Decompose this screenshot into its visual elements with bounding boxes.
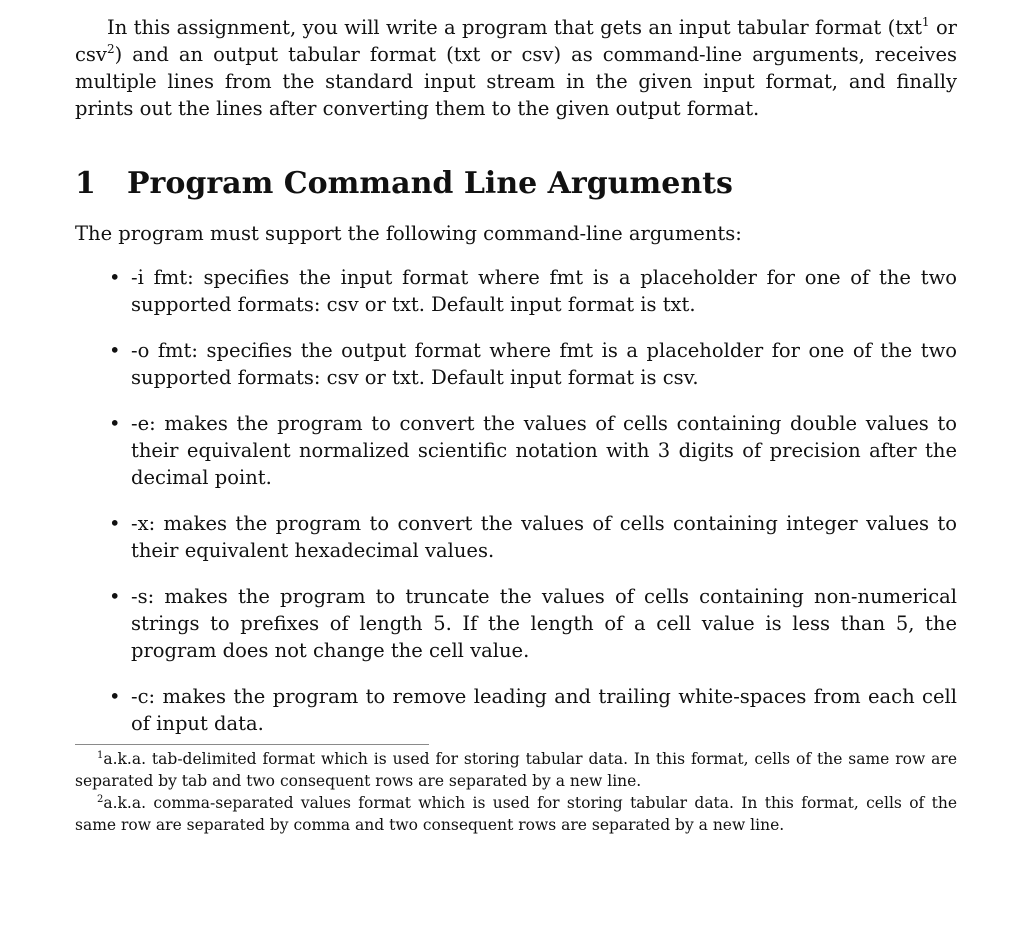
intro-text-part-3: ) and an output tabular format (txt or csv) as command-line arguments, receives multiple lines from the standard input stream in the given input format, and finally prints out the lines after converting them to the given output format. [75, 43, 957, 120]
bullet-icon: • [109, 585, 121, 608]
section-heading [75, 166, 957, 202]
list-item-text: -o fmt: specifies the output format where fmt is a placeholder for one of the two supported formats: csv or txt. Default input format is csv. [131, 339, 957, 389]
list-item-arg-i [75, 264, 957, 318]
list-item-text: -s: makes the program to truncate the values of cells containing non-numerical strings to prefixes of length 5. If the length of a cell value is less than 5, the program does not change the cell value. [131, 585, 957, 662]
section-lead-text: The program must support the following command-line arguments: [75, 222, 742, 245]
footnote-ref-2: 2 [106, 42, 115, 56]
footnotes [75, 745, 957, 836]
bullet-icon: • [109, 512, 121, 535]
footnote-marker-1: 1 [97, 750, 104, 761]
intro-text-part-2: or csv [75, 16, 957, 66]
argument-list [75, 264, 957, 737]
list-item-arg-c [75, 683, 957, 737]
list-item-arg-x [75, 510, 957, 564]
intro-text-part-1: In this assignment, you will write a program that gets an input tabular format (txt [107, 16, 922, 39]
list-item-text: -e: makes the program to convert the values of cells containing double values to their equivalent normalized scientific notation with 3 digits of precision after the decimal point. [131, 412, 957, 489]
section-title: Program Command Line Arguments [127, 166, 733, 201]
list-item-arg-o [75, 337, 957, 391]
intro-paragraph [75, 14, 957, 122]
list-item-arg-s [75, 583, 957, 664]
footnote-1 [75, 748, 957, 792]
bullet-icon: • [109, 412, 121, 435]
list-item-text: -c: makes the program to remove leading and trailing white-spaces from each cell of input data. [131, 685, 957, 735]
footnote-text-2: a.k.a. comma-separated values format which is used for storing tabular data. In this format, cells of the same row are separated by comma and two consequent rows are separated by a new line. [75, 794, 957, 834]
footnote-ref-1: 1 [921, 15, 930, 29]
document-body [75, 14, 957, 836]
list-item-arg-e [75, 410, 957, 491]
bullet-icon: • [109, 339, 121, 362]
bullet-icon: • [109, 685, 121, 708]
bullet-icon: • [109, 266, 121, 289]
list-item-text: -x: makes the program to convert the values of cells containing integer values to their equivalent hexadecimal values. [131, 512, 957, 562]
list-item-text: -i fmt: specifies the input format where fmt is a placeholder for one of the two supported formats: csv or txt. Default input format is txt. [131, 266, 957, 316]
footnote-2 [75, 792, 957, 836]
footnote-marker-2: 2 [97, 794, 104, 805]
section-number: 1 [75, 166, 96, 201]
footnote-text-1: a.k.a. tab-delimited format which is used for storing tabular data. In this format, cells of the same row are separated by tab and two consequent rows are separated by a new line. [75, 750, 957, 790]
